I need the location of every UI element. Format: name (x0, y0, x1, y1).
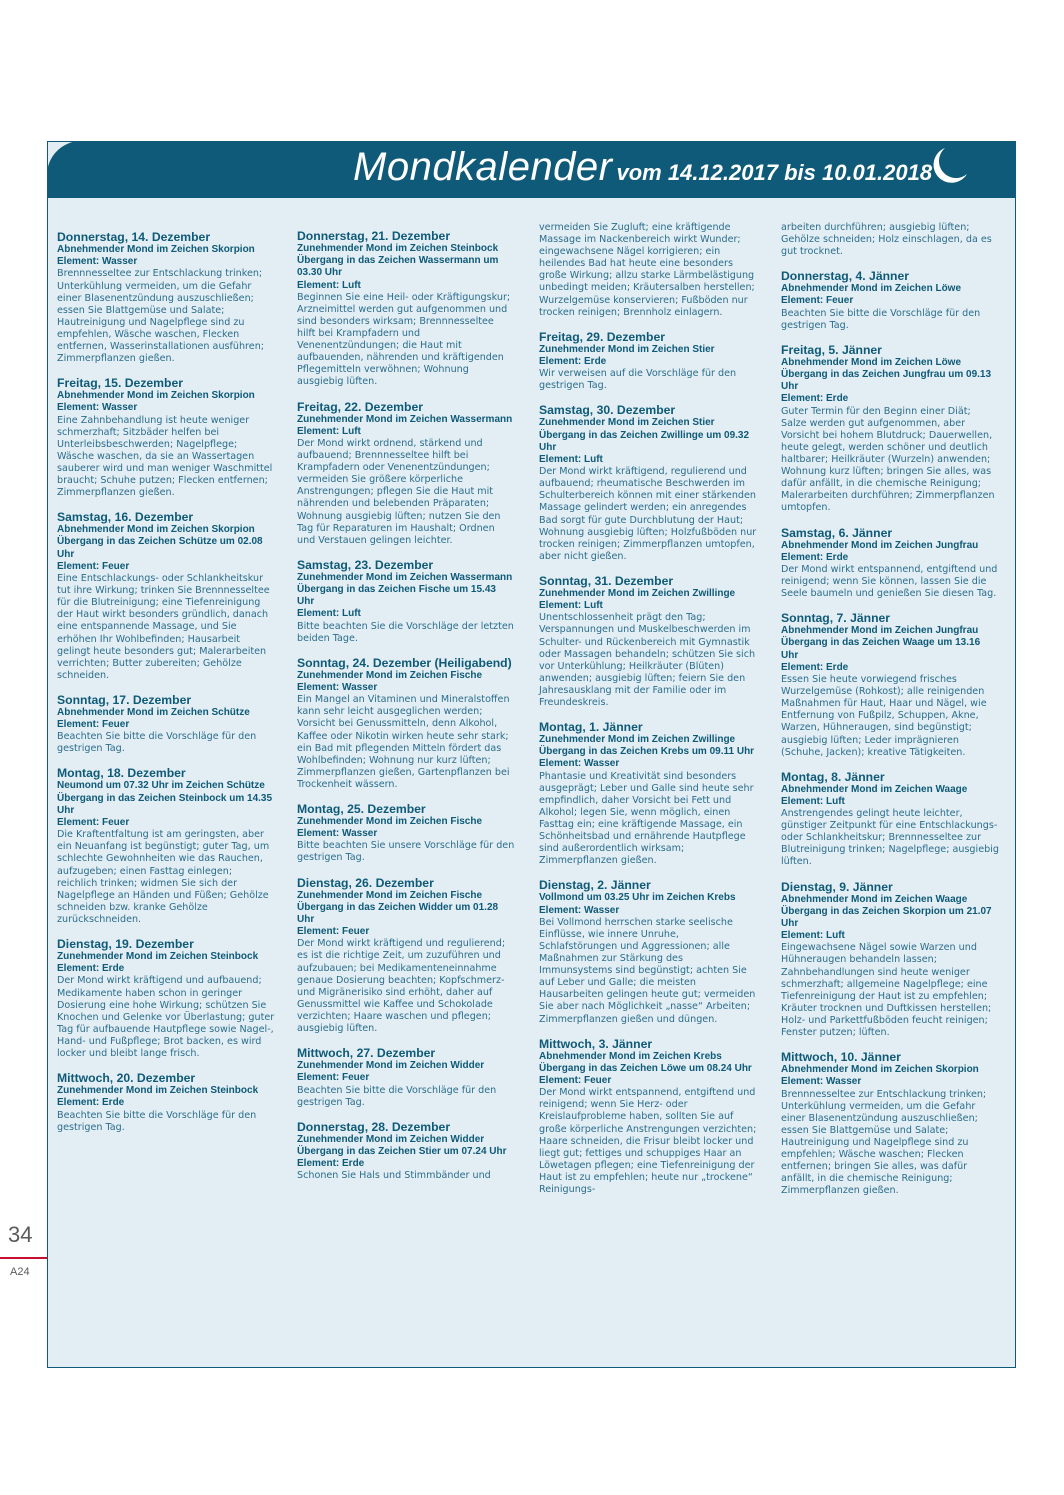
calendar-entry (297, 876, 515, 1036)
column-2 (297, 229, 515, 1193)
entry-moon-info: Abnehmender Mond im Zeichen Skorpion (57, 390, 255, 402)
entry-moon-info: Zunehmender Mond im Zeichen Widder (297, 1060, 485, 1072)
entry-day-heading: Freitag, 22. Dezember (297, 399, 423, 414)
entry-moon-info: Zunehmender Mond im Zeichen Zwillinge (539, 734, 736, 746)
calendar-entry (539, 403, 757, 563)
entry-day-heading: Samstag, 30. Dezember (539, 403, 676, 418)
calendar-entry (297, 400, 515, 547)
entry-moon-info: Element: Feuer (297, 926, 370, 938)
header-bar (47, 141, 1016, 198)
entry-moon-info: Element: Luft (781, 930, 845, 942)
page-divider (0, 1257, 47, 1259)
entry-advice-text: Unentschlossenheit prägt den Tag; Verspannungen und Muskelbeschwerden im Schulter- und Rückenbereich mit Gymnastik oder Massagen behandeln; schützen Sie sich vor Unterkühlung; Heilkräuter (Blüten) anwenden; ausgiebig lüften; feiern Sie den Jahresausklang mit der Familie oder im Freundeskreis. (539, 612, 756, 708)
entry-moon-info: Abnehmender Mond im Zeichen Löwe (781, 283, 962, 295)
calendar-entry (57, 376, 275, 499)
entry-moon-info: Element: Luft (539, 600, 603, 612)
entry-advice-text: Die Kraftentfaltung ist am geringsten, aber ein Neuanfang ist begünstigt; guter Tag, um schlechte Gewohnheiten wie das Rauchen, aufzugeben; einen Fasttag einlegen; reichlich trinken; widmen Sie sich der Nagelpflege an Händen und Füßen; Gehölze schneiden bzw. kranke Gehölze zurückschneiden. (57, 829, 270, 925)
calendar-entry (781, 880, 999, 1040)
calendar-entry (539, 720, 757, 867)
column-3 (539, 222, 757, 1207)
entry-moon-info: Element: Feuer (781, 295, 854, 307)
entry-moon-info: Element: Luft (297, 608, 361, 620)
entry-moon-info: Element: Luft (297, 425, 361, 437)
entry-moon-info: Element: Erde (781, 661, 849, 673)
entry-moon-info: Element: Wasser (57, 402, 138, 414)
calendar-entry (539, 574, 757, 709)
entry-moon-info: Element: Erde (297, 1158, 365, 1170)
page-title (353, 145, 932, 190)
entry-moon-info: Element: Erde (539, 355, 607, 367)
entry-moon-info: Element: Feuer (539, 1075, 612, 1087)
calendar-entry (781, 1050, 999, 1197)
title-main: Mondkalender (353, 145, 613, 189)
entry-advice-text: Beachten Sie bitte die Vorschläge für den gestrigen Tag. (781, 307, 981, 331)
entry-moon-info: Element: Wasser (297, 828, 378, 840)
calendar-entry (539, 330, 757, 393)
calendar-entry (297, 656, 515, 791)
entry-advice-text: Der Mond wirkt entspannend, entgiftend und reinigend; wenn Sie Herz- oder Kreislaufprobleme haben, sollten Sie auf große körperliche Anstrengungen verzichten; Haare schneiden, die Frisur bleibt locker und liegt gut; fettiges und schuppiges Haar an Löwetagen pflegen; eine Tiefenreinigung der Haut ist zu empfehlen; heute nur „trockene“ Reinigungs- (539, 1087, 757, 1196)
calendar-entry (539, 222, 757, 319)
entry-moon-info: Übergang in das Zeichen Steinbock um 14.35 Uhr (57, 792, 273, 816)
page-number: 34 (8, 1222, 33, 1247)
calendar-entry (57, 766, 275, 926)
entry-day-heading: Sonntag, 24. Dezember (Heiligabend) (297, 655, 512, 670)
calendar-entry (781, 343, 999, 515)
entry-day-heading: Montag, 1. Jänner (539, 720, 643, 735)
entry-moon-info: Abnehmender Mond im Zeichen Skorpion (57, 244, 255, 255)
entry-moon-info: Element: Erde (57, 1097, 125, 1109)
calendar-entry (297, 558, 515, 645)
entry-day-heading: Donnerstag, 14. Dezember (57, 230, 211, 244)
entry-moon-info: Element: Feuer (57, 719, 130, 731)
entry-day-heading: Sonntag, 31. Dezember (539, 573, 674, 588)
entry-day-heading: Mittwoch, 20. Dezember (57, 1071, 196, 1086)
entry-moon-info: Zunehmender Mond im Zeichen Steinbock (297, 243, 499, 254)
entry-moon-info: Abnehmender Mond im Zeichen Skorpion (57, 524, 255, 536)
entry-moon-info: Übergang in das Zeichen Waage um 13.16 Uhr (781, 637, 981, 661)
calendar-entry (781, 269, 999, 332)
entry-advice-text: Beachten Sie bitte die Vorschläge für den gestrigen Tag. (57, 731, 257, 755)
entry-moon-info: Element: Erde (781, 551, 849, 563)
column-4 (781, 222, 999, 1208)
entry-moon-info: Abnehmender Mond im Zeichen Waage (781, 783, 968, 795)
entry-moon-info: Element: Wasser (781, 1076, 862, 1088)
entry-day-heading: Mittwoch, 3. Jänner (539, 1036, 653, 1051)
entry-moon-info: Zunehmender Mond im Zeichen Wassermann (297, 413, 513, 425)
entry-moon-info: Element: Luft (781, 795, 845, 807)
entry-moon-info: Element: Erde (781, 393, 849, 405)
entry-advice-text: Ein Mangel an Vitaminen und Mineralstoffen kann sehr leicht ausgeglichen werden; Vorsicht bei Genussmitteln, denn Alkohol, Kaffee oder Nikotin wirken heute sehr stark; ein Bad mit pflegenden Mitteln fördert das Wohlbefinden; Wohnung nur kurz lüften; Zimmerpflanzen gießen, Gartenpflanzen bei Trockenheit wässern. (297, 694, 510, 790)
entry-moon-info: Übergang in das Zeichen Skorpion um 21.07 Uhr (781, 905, 992, 929)
entry-moon-info: Element: Wasser (297, 682, 378, 694)
entry-day-heading: Donnerstag, 4. Jänner (781, 269, 910, 284)
entry-moon-info: Übergang in das Zeichen Wassermann um 03.30 Uhr (297, 255, 499, 279)
entry-day-heading: Freitag, 5. Jänner (781, 342, 882, 357)
entry-advice-text: Wir verweisen auf die Vorschläge für den gestrigen Tag. (539, 368, 737, 392)
entry-moon-info: Übergang in das Zeichen Zwillinge um 09.32 Uhr (539, 429, 750, 453)
entry-moon-info: Abnehmender Mond im Zeichen Krebs (539, 1050, 722, 1062)
entry-day-heading: Dienstag, 19. Dezember (57, 937, 194, 952)
calendar-entry (57, 230, 275, 365)
entry-day-heading: Donnerstag, 28. Dezember (297, 1119, 451, 1134)
entry-advice-text: Eine Entschlackungs- oder Schlankheitskur tut ihre Wirkung; trinken Sie Brennnesseltee für die Blutreinigung; eine Tiefenreinigung der Haut wirkt besonders gründlich, danach eine entspannende Massage, und Sie erhöhen Ihr Wohlbefinden; Hausarbeit gelingt heute besonders gut; Malerarbeiten verrichten; Butter zubereiten; Gehölze schneiden. (57, 573, 270, 681)
crescent-moon-icon (927, 144, 971, 188)
entry-moon-info: Zunehmender Mond im Zeichen Zwillinge (539, 587, 736, 599)
entry-day-heading: Montag, 18. Dezember (57, 766, 186, 781)
calendar-entry (781, 770, 999, 869)
entry-day-heading: Montag, 8. Jänner (781, 769, 885, 784)
entry-advice-text: Der Mond wirkt kräftigend und regulierend; es ist die richtige Zeit, um zuzuführen und aufzubauen; bei Medikamenteneinnahme genaue Dosierung beachten; Kopfschmerz- und Migränerisiko sind erhöht, daher auf Genussmittel wie Kaffee und Schokolade verzichten; Haare waschen und pflegen; ausgiebig lüften. (297, 938, 506, 1035)
page-code: A24 (10, 1266, 30, 1278)
entry-moon-info: Zunehmender Mond im Zeichen Wassermann (297, 571, 513, 583)
entry-advice-text: Essen Sie heute vorwiegend frisches Wurzelgemüse (Rohkost); alle reinigenden Maßnahmen für Haut, Haar und Nägel, wie Entfernung von Fußpilz, Schuppen, Akne, Warzen, Hühneraugen, sind begünstigt; ausgiebig lüften; Leder imprägnieren (Schuhe, Jacken); kreative Tätigkeiten. (781, 674, 987, 758)
entry-moon-info: Abnehmender Mond im Zeichen Löwe (781, 356, 962, 368)
entry-moon-info: Element: Feuer (57, 560, 130, 572)
entry-moon-info: Element: Erde (57, 963, 125, 975)
entry-advice-text: Anstrengendes gelingt heute leichter, günstiger Zeitpunkt für eine Entschlackungs- oder Schlankheitskur; Brennnesseltee zur Blutreinigung trinken; Nagelpflege; ausgiebig lüften. (781, 808, 999, 868)
entry-day-heading: Dienstag, 26. Dezember (297, 875, 434, 890)
entry-advice-text: Brennnesseltee zur Entschlackung trinken; Unterkühlung vermeiden, um die Gefahr einer Blasenentzündung auszuschließen; essen Sie Blattgemüse und Salate; Hautreinigung und Nagelpflege sind zu empfehlen, Wäsche waschen, Flecken entfernen, Wasserinstallationen ausführen; Zimmerpflanzen gießen. (57, 268, 265, 365)
entry-moon-info: Übergang in das Zeichen Krebs um 09.11 Uhr (539, 746, 755, 758)
entry-advice-text: Der Mond wirkt ordnend, stärkend und aufbauend; Brennnesseltee hilft bei Krampfadern oder Venenentzündungen; vermeiden Sie größere körperliche Anstrengungen; pflegen Sie die Haut mit nährenden und belebenden Präparaten; Wohnung ausgiebig lüften; nutzen Sie den Tag für Reparaturen im Haushalt; Ordnen und Verstauen gelingen leichter. (297, 437, 501, 546)
entry-advice-text: Eingewachsene Nägel sowie Warzen und Hühneraugen behandeln lassen; Zahnbehandlungen sind heute weniger schmerzhaft; allgemeine Nagelpflege; eine Tiefenreinigung der Haut ist zu empfehlen; Kräuter trocknen und Duftkissen herstellen; Holz- und Parkettfußböden feucht reinigen; Fenster putzen; lüften. (781, 942, 992, 1039)
entry-moon-info: Zunehmender Mond im Zeichen Fische (297, 669, 483, 681)
entry-advice-text: Eine Zahnbehandlung ist heute weniger schmerzhaft; Sitzbäder helfen bei Unterleibsbeschwerden; Nagelpflege; Wäsche waschen, da sie an Wassertagen sauberer wird und man weniger Waschmittel braucht; Schuhe putzen; Flecken entfernen; Zimmerpflanzen gießen. (57, 414, 273, 499)
entry-advice-text: Bitte beachten Sie unsere Vorschläge für den gestrigen Tag. (297, 840, 515, 864)
entry-day-heading: Sonntag, 7. Jänner (781, 611, 891, 626)
entry-moon-info: Vollmond um 03.25 Uhr im Zeichen Krebs (539, 892, 736, 904)
calendar-entry (539, 1037, 757, 1196)
entry-day-heading: Mittwoch, 10. Jänner (781, 1050, 901, 1065)
calendar-entry (297, 1046, 515, 1109)
entry-day-heading: Samstag, 16. Dezember (57, 510, 194, 525)
entry-moon-info: Übergang in das Zeichen Stier um 07.24 Uhr (297, 1145, 507, 1157)
entry-moon-info: Übergang in das Zeichen Jungfrau um 09.13 Uhr (781, 369, 992, 393)
entry-moon-info: Abnehmender Mond im Zeichen Jungfrau (781, 625, 979, 637)
entry-moon-info: Übergang in das Zeichen Widder um 01.28 Uhr (297, 901, 499, 925)
entry-day-heading: Freitag, 29. Dezember (539, 329, 665, 344)
calendar-entry (781, 611, 999, 758)
entry-day-heading: Montag, 25. Dezember (297, 801, 426, 816)
entry-advice-text: Beachten Sie bitte die Vorschläge für den gestrigen Tag. (297, 1084, 497, 1108)
entry-moon-info: Zunehmender Mond im Zeichen Steinbock (57, 1085, 259, 1097)
entry-advice-text: Der Mond wirkt entspannend, entgiftend und reinigend; wenn Sie können, lassen Sie die Seele baumeln und genießen Sie diesen Tag. (781, 563, 998, 600)
entry-advice-text: vermeiden Sie Zugluft; eine kräftigende Massage im Nackenbereich wirkt Wunder; eingewachsene Nägel korrigieren; ein heilendes Bad hat heute eine besonders große Wirkung; allzu starke Lärmbelästigung unbedingt meiden; Kräutersalben herstellen; Wurzelgemüse konservieren; Fußböden nur trocken reinigen; Brennholz einlagern. (539, 222, 755, 318)
entry-advice-text: Der Mond wirkt kräftigend, regulierend und aufbauend; rheumatische Beschwerden im Schulterbereich können mit einer stärkenden Massage gelindert werden; ein anregendes Bad sorgt für gute Durchblutung der Haut; Wohnung ausgiebig lüften; Holzfußböden nur trocken reinigen; Zimmerpflanzen umtopfen, aber nicht gießen. (539, 466, 757, 562)
entry-day-heading: Samstag, 23. Dezember (297, 557, 434, 572)
calendar-entry (297, 802, 515, 865)
entry-day-heading: Samstag, 6. Jänner (781, 525, 893, 540)
column-1 (57, 230, 275, 1145)
entry-advice-text: Schonen Sie Hals und Stimmbänder und (297, 1170, 491, 1182)
calendar-entry (297, 229, 515, 389)
entry-advice-text: arbeiten durchführen; ausgiebig lüften; Gehölze schneiden; Holz einschlagen, da es gut trocknet. (781, 222, 992, 258)
entry-moon-info: Zunehmender Mond im Zeichen Steinbock (57, 951, 259, 963)
entry-moon-info: Zunehmender Mond im Zeichen Stier (539, 417, 715, 429)
entry-moon-info: Abnehmender Mond im Zeichen Jungfrau (781, 539, 979, 551)
calendar-entry (57, 937, 275, 1060)
entry-moon-info: Abnehmender Mond im Zeichen Schütze (57, 706, 250, 718)
entry-moon-info: Zunehmender Mond im Zeichen Widder (297, 1133, 485, 1145)
entry-advice-text: Beginnen Sie eine Heil- oder Kräftigungskur; Arzneimittel werden gut aufgenommen und sind besonders wirksam; Brennnesseltee hilft bei Krampfadern und Venenentzündungen; die Haut mit aufbauenden, nährenden und kräftigenden Pflegemitteln verwöhnen; Wohnung ausgiebig lüften. (297, 291, 511, 388)
calendar-entry (781, 526, 999, 601)
calendar-entry (57, 693, 275, 756)
entry-moon-info: Element: Feuer (297, 1072, 370, 1084)
entry-moon-info: Element: Feuer (57, 817, 130, 829)
entry-moon-info: Übergang in das Zeichen Schütze um 02.08 Uhr (57, 536, 263, 560)
entry-moon-info: Abnehmender Mond im Zeichen Skorpion (781, 1064, 979, 1076)
entry-moon-info: Übergang in das Zeichen Löwe um 08.24 Uhr (539, 1062, 752, 1074)
entry-advice-text: Beachten Sie bitte die Vorschläge für den gestrigen Tag. (57, 1109, 257, 1133)
calendar-entry (57, 1071, 275, 1134)
entry-day-heading: Sonntag, 17. Dezember (57, 692, 192, 707)
entry-moon-info: Zunehmender Mond im Zeichen Stier (539, 343, 715, 355)
entry-moon-info: Element: Luft (297, 279, 361, 291)
entry-moon-info: Zunehmender Mond im Zeichen Fische (297, 889, 483, 901)
entry-advice-text: Brennnesseltee zur Entschlackung trinken; Unterkühlung vermeiden, um die Gefahr einer Blasenentzündung auszuschließen; essen Sie Blattgemüse und Salate; Hautreinigung und Nagelpflege sind zu empfehlen; Wäsche waschen; Flecken entfernen; bringen Sie alles, was dafür anfällt, in die chemische Reinigung; Zimmerpflanzen gießen. (781, 1088, 987, 1197)
entry-moon-info: Übergang in das Zeichen Fische um 15.43 Uhr (297, 584, 496, 608)
entry-moon-info: Zunehmender Mond im Zeichen Fische (297, 815, 483, 827)
calendar-entry (297, 1120, 515, 1183)
entry-day-heading: Donnerstag, 21. Dezember (297, 229, 451, 243)
entry-day-heading: Dienstag, 2. Jänner (539, 878, 651, 893)
calendar-entry (539, 878, 757, 1025)
entry-advice-text: Bei Vollmond herrschen starke seelische Einflüsse, wie innere Unruhe, Schlafstörungen und Aggressionen; alle Maßnahmen zur Stärkung des Immunsystems sind begünstigt; achten Sie auf Leber und Galle; die meisten Hausarbeiten gelingen heute gut; vermeiden Sie aber nach Möglichkeit „nasse“ Arbeiten; Zimmerpflanzen gießen und düngen. (539, 916, 756, 1025)
entry-advice-text: Phantasie und Kreativität sind besonders ausgeprägt; Leber und Galle sind heute sehr empfindlich, daher Vorsicht bei Fett und Alkohol; legen Sie, wenn möglich, einen Fasttag ein; eine kräftigende Massage, ein Schönheitsbad und ernährende Hautpflege sind außerordentlich wirksam; Zimmerpflanzen gießen. (539, 770, 754, 867)
title-date-range: vom 14.12.2017 bis 10.01.2018 (616, 160, 933, 185)
entry-moon-info: Abnehmender Mond im Zeichen Waage (781, 893, 968, 905)
entry-moon-info: Element: Wasser (539, 758, 620, 770)
calendar-entry (781, 222, 999, 258)
entry-moon-info: Neumond um 07.32 Uhr im Zeichen Schütze (57, 780, 265, 792)
entry-moon-info: Element: Wasser (539, 904, 620, 916)
entry-day-heading: Freitag, 15. Dezember (57, 376, 183, 391)
entry-day-heading: Mittwoch, 27. Dezember (297, 1046, 436, 1061)
entry-advice-text: Guter Termin für den Beginn einer Diät; Salze werden gut aufgenommen, aber Vorsicht bei hohem Blutdruck; Dauerwellen, heute gelegt, werden schöner und deutlich haltbarer; Heilkräuter (Wurzeln) anwenden; Wohnung kurz lüften; bringen Sie alles, was dafür anfällt, in die chemische Reinigung; Malerarbeiten durchführen; Zimmerpflanzen umtopfen. (781, 405, 995, 514)
calendar-entry (57, 510, 275, 682)
entry-advice-text: Bitte beachten Sie die Vorschläge der letzten beiden Tage. (297, 620, 514, 644)
entry-moon-info: Element: Luft (539, 453, 603, 465)
entry-moon-info: Element: Wasser (57, 256, 138, 268)
entry-advice-text: Der Mond wirkt kräftigend und aufbauend; Medikamente haben schon in geringer Dosierung eine hohe Wirkung; schützen Sie Knochen und Gelenke vor Überlastung; guter Tag für aufbauende Hautpflege sowie Nagel-, Hand- und Fußpflege; Brot backen, es wird locker und bleibt lange frisch. (57, 975, 275, 1059)
entry-day-heading: Dienstag, 9. Jänner (781, 879, 893, 894)
